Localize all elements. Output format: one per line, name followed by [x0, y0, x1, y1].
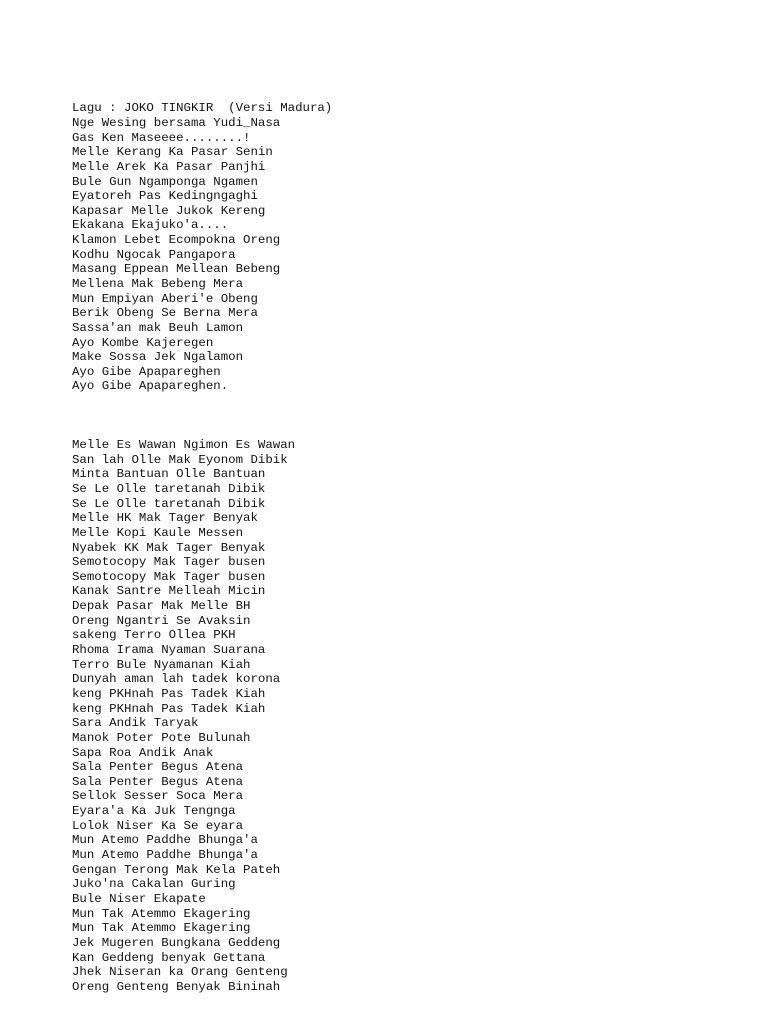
lyric-line: Lagu : JOKO TINGKIR (Versi Madura)	[72, 101, 333, 116]
lyric-line: Sassa'an mak Beuh Lamon	[72, 320, 244, 335]
lyric-line: Melle Kopi Kaule Messen	[72, 525, 244, 540]
lyric-line: Jek Mugeren Bungkana Geddeng	[72, 935, 281, 950]
lyric-line: Bule Gun Ngamponga Ngamen	[72, 174, 258, 189]
lyric-line: Sara Andik Taryak	[72, 716, 199, 731]
lyric-line: Ayo Kombe Kajeregen	[72, 335, 214, 350]
lyric-line: Oreng Genteng Benyak Bininah	[72, 979, 281, 994]
stanza-1	[72, 101, 712, 394]
lyric-line: Sapa Roa Andik Anak	[72, 745, 214, 760]
lyric-line: Ekakana Ekajuko'a....	[72, 218, 229, 233]
stanza-2	[72, 438, 712, 994]
lyric-line: sakeng Terro Ollea PKH	[72, 628, 236, 643]
lyric-line: Nge Wesing bersama Yudi_Nasa	[72, 115, 281, 130]
lyrics-document	[72, 72, 712, 1009]
lyric-line: Mun Atemo Paddhe Bhunga'a	[72, 833, 258, 848]
lyric-line: Klamon Lebet Ecompokna Oreng	[72, 233, 281, 248]
lyric-line: Ayo Gibe Apapareghen	[72, 364, 221, 379]
lyric-line: Kodhu Ngocak Pangapora	[72, 247, 236, 262]
lyric-line: Nyabek KK Mak Tager Benyak	[72, 540, 266, 555]
lyric-line: Melle Es Wawan Ngimon Es Wawan	[72, 438, 296, 453]
lyric-line: Melle Arek Ka Pasar Panjhi	[72, 159, 266, 174]
lyric-line: Kapasar Melle Jukok Kereng	[72, 203, 266, 218]
lyric-line: Mun Atemo Paddhe Bhunga'a	[72, 848, 258, 863]
lyric-line: Mun Empiyan Aberi'e Obeng	[72, 291, 258, 306]
lyric-line: Gengan Terong Mak Kela Pateh	[72, 862, 281, 877]
lyric-line: San lah Olle Mak Eyonom Dibik	[72, 452, 288, 467]
lyric-line: Gas Ken Maseeee........!	[72, 130, 251, 145]
lyric-line: Bule Niser Ekapate	[72, 891, 206, 906]
lyric-line: Dunyah aman lah tadek korona	[72, 672, 281, 687]
lyric-line: Sellok Sesser Soca Mera	[72, 789, 244, 804]
lyric-line: keng PKHnah Pas Tadek Kiah	[72, 686, 266, 701]
lyric-line: Se Le Olle taretanah Dibik	[72, 482, 266, 496]
lyric-line: Mun Tak Atemmo Ekagering	[72, 906, 251, 921]
lyric-line: Make Sossa Jek Ngalamon	[72, 350, 244, 365]
lyric-line: Berik Obeng Se Berna Mera	[72, 306, 258, 321]
lyric-line: Depak Pasar Mak Melle BH	[72, 599, 251, 614]
lyric-line: Kan Geddeng benyak Gettana	[72, 950, 266, 965]
lyric-line: Lolok Niser Ka Se eyara	[72, 818, 244, 833]
lyric-line: Eyara'a Ka Juk Tengnga	[72, 804, 236, 819]
lyric-line: Sala Penter Begus Atena	[72, 774, 244, 789]
lyric-line: Terro Bule Nyamanan Kiah	[72, 657, 251, 672]
lyric-line: Oreng Ngantri Se Avaksin	[72, 613, 251, 628]
lyric-line: Rhoma Irama Nyaman Suarana	[72, 643, 266, 658]
lyric-line: Mun Tak Atemmo Ekagering	[72, 921, 251, 936]
lyric-line: Se Le Olle taretanah Dibik	[72, 496, 266, 511]
lyric-line: Sala Penter Begus Atena	[72, 760, 244, 775]
lyric-line: Eyatoreh Pas Kedingngaghi	[72, 189, 258, 204]
lyric-line: Juko'na Cakalan Guring	[72, 877, 236, 892]
lyric-line: Minta Bantuan Olle Bantuan	[72, 467, 266, 482]
lyric-line: Jhek Niseran ka Orang Genteng	[72, 965, 288, 980]
lyric-line: Melle Kerang Ka Pasar Senin	[72, 145, 273, 160]
lyric-line: Kanak Santre Melleah Micin	[72, 584, 266, 599]
lyric-line: Masang Eppean Mellean Bebeng	[72, 262, 281, 277]
lyric-line: Ayo Gibe Apapareghen.	[72, 379, 229, 394]
lyric-line: keng PKHnah Pas Tadek Kiah	[72, 701, 266, 716]
lyric-line: Semotocopy Mak Tager busen	[72, 569, 266, 584]
lyric-line: Melle HK Mak Tager Benyak	[72, 511, 258, 526]
lyric-line: Mellena Mak Bebeng Mera	[72, 277, 244, 291]
lyric-line: Semotocopy Mak Tager busen	[72, 555, 266, 570]
lyric-line: Manok Poter Pote Bulunah	[72, 730, 251, 745]
